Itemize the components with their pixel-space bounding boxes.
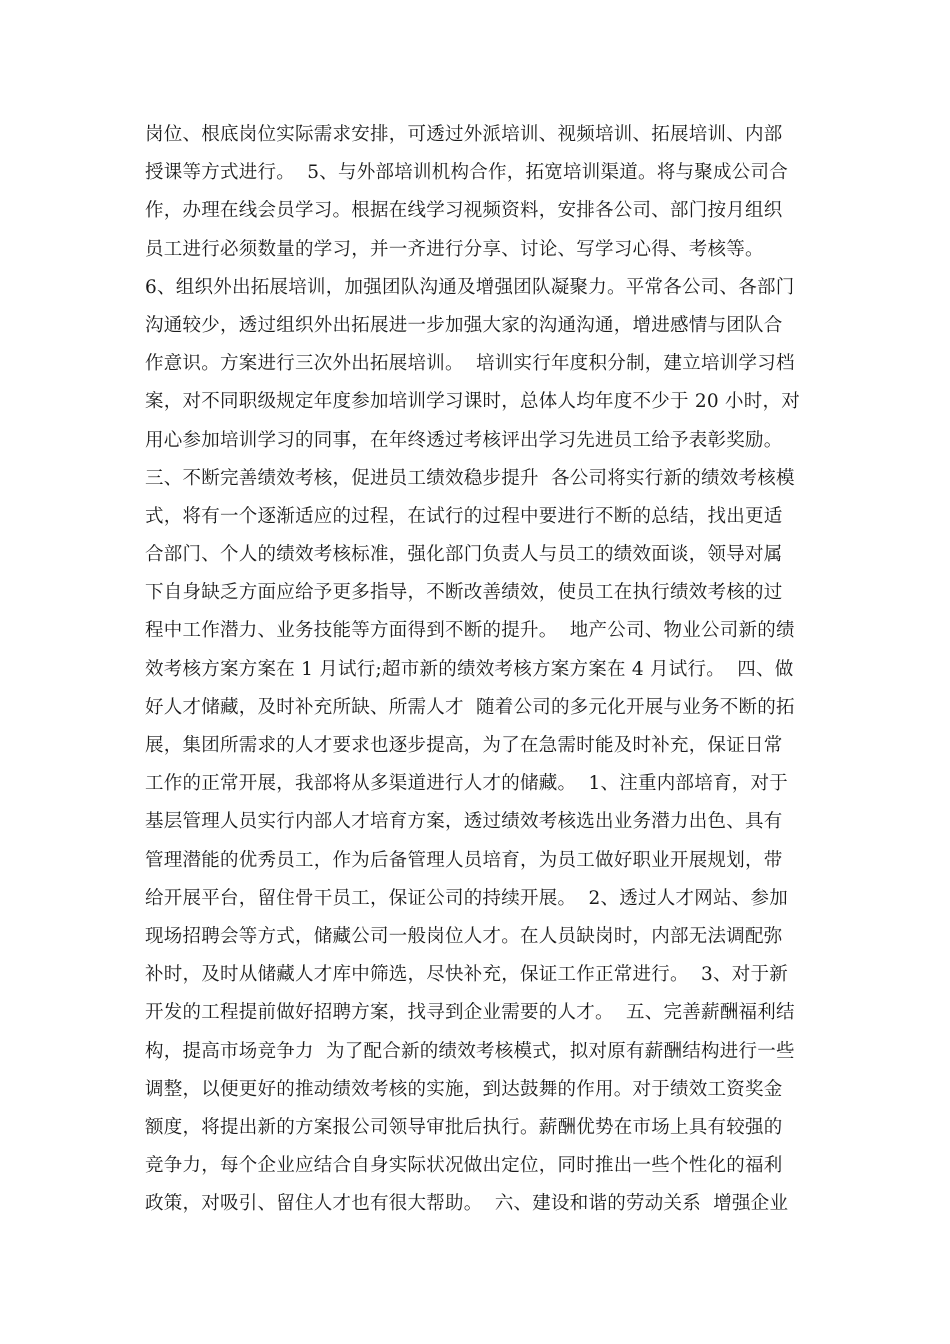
text-line: 开发的工程提前做好招聘方案，找寻到企业需要的人才。 五、完善薪酬福利结 (145, 1002, 795, 1024)
text-line: 好人才储藏，及时补充所缺、所需人才 随着公司的多元化开展与业务不断的拓 (145, 696, 795, 718)
text-line: 额度，将提出新的方案报公司领导审批后执行。薪酬优势在市场上具有较强的 (145, 1116, 783, 1138)
text-line: 案，对不同职级规定年度参加培训学习课时，总体人均年度不少于 20 小时，对 (145, 391, 801, 413)
text-line: 岗位、根底岗位实际需求安排，可透过外派培训、视频培训、拓展培训、内部 (145, 124, 783, 145)
text-line: 竞争力，每个企业应结合自身实际状况做出定位，同时推出一些个性化的福利 (145, 1155, 783, 1177)
text-line: 工作的正常开展，我部将从多渠道进行人才的储藏。 1、注重内部培育，对于 (145, 773, 789, 795)
text-line: 三、不断完善绩效考核，促进员工绩效稳步提升 各公司将实行新的绩效考核模 (145, 467, 795, 489)
text-line: 效考核方案方案在 1 月试行;超市新的绩效考核方案方案在 4 月试行。 四、做 (145, 658, 794, 680)
text-line: 构，提高市场竞争力 为了配合新的绩效考核模式，拟对原有薪酬结构进行一些 (145, 1040, 795, 1062)
text-line: 员工进行必须数量的学习，并一齐进行分享、讨论、写学习心得、考核等。 (145, 238, 764, 260)
text-line: 补时，及时从储藏人才库中筛选，尽快补充，保证工作正常进行。 3、对于新 (145, 964, 789, 986)
text-line: 给开展平台，留住骨干员工，保证公司的持续开展。 2、透过人才网站、参加 (145, 887, 789, 909)
text-line: 基层管理人员实行内部人才培育方案，透过绩效考核选出业务潜力出色、具有 (145, 811, 783, 833)
text-line: 展，集团所需求的人才要求也逐步提高，为了在急需时能及时补充，保证日常 (145, 735, 783, 756)
text-line: 沟通较少，透过组织外出拓展进一步加强大家的沟通沟通，增进感情与团队合 (145, 314, 783, 336)
text-line: 作，办理在线会员学习。根据在线学习视频资料，安排各公司、部门按月组织 (145, 200, 783, 222)
text-line: 管理潜能的优秀员工，作为后备管理人员培育，为员工做好职业开展规划，带 (145, 849, 783, 871)
text-line: 用心参加培训学习的同事，在年终透过考核评出学习先进员工给予表彰奖励。 (145, 429, 783, 451)
text-line: 政策，对吸引、留住人才也有很大帮助。 六、建设和谐的劳动关系 增强企业 (145, 1193, 789, 1215)
text-line: 合部门、个人的绩效考核标准，强化部门负责人与员工的绩效面谈，领导对属 (145, 544, 783, 566)
text-line: 授课等方式进行。 5、与外部培训机构合作，拓宽培训渠道。将与聚成公司合 (145, 162, 789, 184)
text-line: 6、组织外出拓展培训，加强团队沟通及增强团队凝聚力。平常各公司、各部门 (145, 276, 795, 298)
text-line: 调整，以便更好的推动绩效考核的实施，到达鼓舞的作用。对于绩效工资奖金 (145, 1078, 783, 1100)
text-line: 作意识。方案进行三次外出拓展培训。 培训实行年度积分制，建立培训学习档 (145, 353, 795, 375)
text-line: 式，将有一个逐渐适应的过程，在试行的过程中要进行不断的总结，找出更适 (145, 505, 783, 527)
body-text (145, 116, 815, 1223)
text-line: 下自身缺乏方面应给予更多指导，不断改善绩效，使员工在执行绩效考核的过 (145, 582, 783, 604)
text-line: 现场招聘会等方式，储藏公司一般岗位人才。在人员缺岗时，内部无法调配弥 (145, 925, 783, 947)
text-line: 程中工作潜力、业务技能等方面得到不断的提升。 地产公司、物业公司新的绩 (145, 620, 795, 642)
